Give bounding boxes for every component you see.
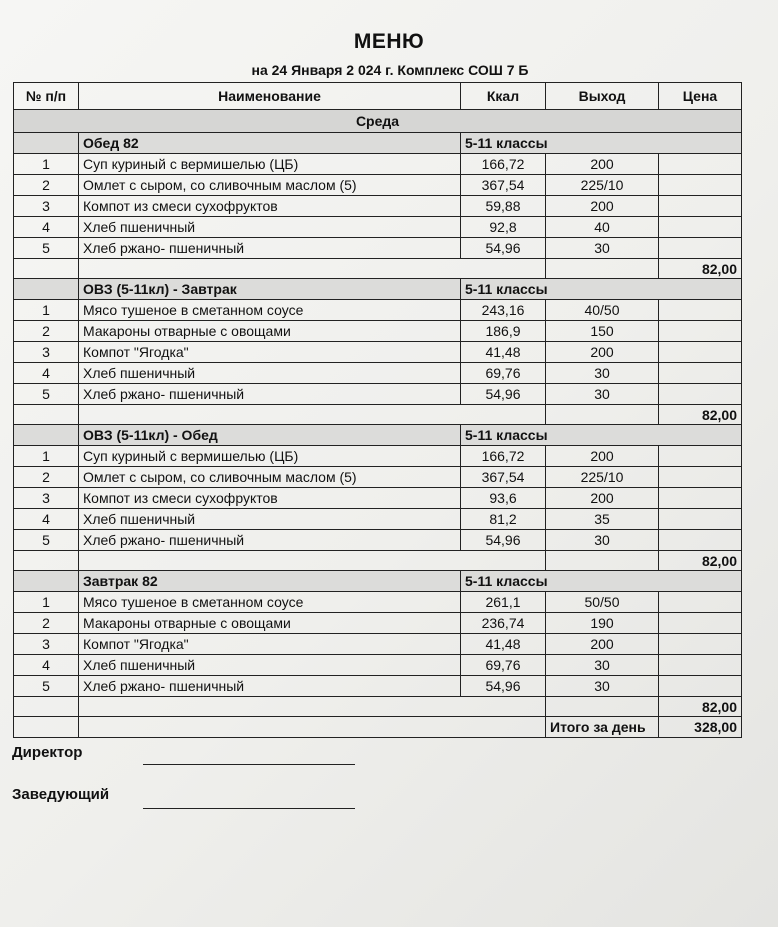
item-number: 2 (14, 613, 79, 634)
table-row (14, 530, 742, 551)
column-header-price: Цена (659, 83, 742, 110)
subtotal-empty-cell (14, 259, 79, 279)
item-output: 30 (546, 363, 659, 384)
item-name: Хлеб пшеничный (79, 217, 461, 238)
item-number: 2 (14, 321, 79, 342)
item-name: Компот из смеси сухофруктов (79, 488, 461, 509)
item-name: Макароны отварные с овощами (79, 321, 461, 342)
item-price (659, 342, 742, 363)
item-price (659, 509, 742, 530)
section-header-row (14, 279, 742, 300)
item-kcal: 59,88 (461, 196, 546, 217)
item-output: 40/50 (546, 300, 659, 321)
item-number: 5 (14, 384, 79, 405)
section-empty-cell (14, 571, 79, 592)
table-row (14, 467, 742, 488)
subtotal-value: 82,00 (659, 697, 742, 717)
item-name: Хлеб пшеничный (79, 509, 461, 530)
item-name: Хлеб ржано- пшеничный (79, 384, 461, 405)
subtotal-value: 82,00 (659, 259, 742, 279)
item-price (659, 613, 742, 634)
day-row (14, 110, 742, 133)
subtotal-empty-cell (79, 697, 546, 717)
item-output: 200 (546, 154, 659, 175)
item-name: Омлет с сыром, со сливочным маслом (5) (79, 175, 461, 196)
item-name: Хлеб пшеничный (79, 363, 461, 384)
item-price (659, 467, 742, 488)
item-kcal: 69,76 (461, 363, 546, 384)
table-row (14, 634, 742, 655)
table-row (14, 446, 742, 467)
table-row (14, 363, 742, 384)
item-number: 5 (14, 238, 79, 259)
table-row (14, 676, 742, 697)
section-name: Завтрак 82 (79, 571, 461, 592)
item-name: Мясо тушеное в сметанном соусе (79, 300, 461, 321)
table-row (14, 613, 742, 634)
subtotal-empty-cell (14, 551, 79, 571)
section-grade: 5-11 классы (461, 425, 742, 446)
item-price (659, 592, 742, 613)
item-output: 30 (546, 655, 659, 676)
section-name: Обед 82 (79, 133, 461, 154)
item-number: 5 (14, 530, 79, 551)
item-number: 5 (14, 676, 79, 697)
item-number: 4 (14, 655, 79, 676)
manager-signature-line (143, 808, 355, 809)
item-number: 3 (14, 342, 79, 363)
table-row (14, 488, 742, 509)
item-name: Хлеб пшеничный (79, 655, 461, 676)
item-output: 225/10 (546, 175, 659, 196)
item-kcal: 54,96 (461, 384, 546, 405)
column-header-number: № п/п (14, 83, 79, 110)
item-number: 2 (14, 467, 79, 488)
item-number: 3 (14, 634, 79, 655)
section-grade: 5-11 классы (461, 571, 742, 592)
subtotal-empty-cell (546, 551, 659, 571)
total-value: 328,00 (659, 717, 742, 738)
subtotal-empty-cell (546, 405, 659, 425)
item-kcal: 261,1 (461, 592, 546, 613)
item-output: 200 (546, 634, 659, 655)
table-row (14, 196, 742, 217)
item-kcal: 367,54 (461, 175, 546, 196)
item-output: 200 (546, 196, 659, 217)
section-header-row (14, 425, 742, 446)
item-number: 1 (14, 446, 79, 467)
column-header-output: Выход (546, 83, 659, 110)
item-output: 200 (546, 342, 659, 363)
table-row (14, 655, 742, 676)
item-number: 1 (14, 154, 79, 175)
item-price (659, 300, 742, 321)
item-kcal: 236,74 (461, 613, 546, 634)
total-row (14, 717, 742, 738)
item-kcal: 92,8 (461, 217, 546, 238)
item-number: 1 (14, 592, 79, 613)
item-kcal: 93,6 (461, 488, 546, 509)
item-name: Суп куриный с вермишелью (ЦБ) (79, 154, 461, 175)
subtotal-empty-cell (14, 405, 79, 425)
table-row (14, 238, 742, 259)
item-output: 30 (546, 238, 659, 259)
item-price (659, 676, 742, 697)
table-row (14, 154, 742, 175)
item-name: Макароны отварные с овощами (79, 613, 461, 634)
item-price (659, 217, 742, 238)
item-price (659, 154, 742, 175)
total-label: Итого за день (546, 717, 659, 738)
table-row (14, 592, 742, 613)
section-header-row (14, 133, 742, 154)
item-price (659, 488, 742, 509)
total-empty-cell (79, 717, 546, 738)
item-price (659, 634, 742, 655)
item-output: 30 (546, 530, 659, 551)
item-price (659, 238, 742, 259)
item-number: 1 (14, 300, 79, 321)
subtotal-row (14, 259, 742, 279)
item-name: Хлеб ржано- пшеничный (79, 676, 461, 697)
subtotal-value: 82,00 (659, 405, 742, 425)
item-kcal: 54,96 (461, 676, 546, 697)
item-name: Компот "Ягодка" (79, 342, 461, 363)
page-title: МЕНЮ (353, 30, 425, 53)
item-price (659, 655, 742, 676)
item-price (659, 384, 742, 405)
item-kcal: 81,2 (461, 509, 546, 530)
subtotal-empty-cell (546, 259, 659, 279)
item-kcal: 41,48 (461, 342, 546, 363)
subtotal-empty-cell (79, 259, 546, 279)
item-kcal: 367,54 (461, 467, 546, 488)
item-name: Компот из смеси сухофруктов (79, 196, 461, 217)
subtotal-empty-cell (79, 551, 546, 571)
item-output: 50/50 (546, 592, 659, 613)
section-name: ОВЗ (5-11кл) - Обед (79, 425, 461, 446)
item-price (659, 530, 742, 551)
day-label: Среда (14, 110, 742, 133)
item-kcal: 41,48 (461, 634, 546, 655)
item-number: 3 (14, 488, 79, 509)
item-output: 200 (546, 488, 659, 509)
section-grade: 5-11 классы (461, 279, 742, 300)
column-header-name: Наименование (79, 83, 461, 110)
director-label: Директор (12, 744, 83, 761)
column-header-kcal: Ккал (461, 83, 546, 110)
manager-label: Заведующий (12, 786, 110, 803)
table-row (14, 175, 742, 196)
item-kcal: 243,16 (461, 300, 546, 321)
item-name: Хлеб ржано- пшеничный (79, 238, 461, 259)
item-number: 4 (14, 217, 79, 238)
total-empty-cell (14, 717, 79, 738)
subtotal-empty-cell (79, 405, 546, 425)
item-output: 200 (546, 446, 659, 467)
item-output: 30 (546, 384, 659, 405)
item-price (659, 446, 742, 467)
table-row (14, 342, 742, 363)
item-kcal: 54,96 (461, 238, 546, 259)
table-row (14, 300, 742, 321)
subtotal-row (14, 697, 742, 717)
subtotal-row (14, 405, 742, 425)
item-name: Омлет с сыром, со сливочным маслом (5) (79, 467, 461, 488)
item-output: 30 (546, 676, 659, 697)
section-header-row (14, 571, 742, 592)
section-name: ОВЗ (5-11кл) - Завтрак (79, 279, 461, 300)
table-header-row (14, 83, 742, 110)
item-kcal: 166,72 (461, 446, 546, 467)
item-output: 150 (546, 321, 659, 342)
table-row (14, 321, 742, 342)
subtotal-empty-cell (546, 697, 659, 717)
subtotal-value: 82,00 (659, 551, 742, 571)
item-number: 4 (14, 509, 79, 530)
section-empty-cell (14, 133, 79, 154)
item-price (659, 196, 742, 217)
section-empty-cell (14, 279, 79, 300)
item-output: 40 (546, 217, 659, 238)
item-price (659, 363, 742, 384)
item-price (659, 321, 742, 342)
item-kcal: 69,76 (461, 655, 546, 676)
director-signature-line (143, 764, 355, 765)
item-output: 35 (546, 509, 659, 530)
item-number: 2 (14, 175, 79, 196)
item-number: 3 (14, 196, 79, 217)
item-kcal: 54,96 (461, 530, 546, 551)
item-name: Компот "Ягодка" (79, 634, 461, 655)
table-row (14, 384, 742, 405)
item-name: Мясо тушеное в сметанном соусе (79, 592, 461, 613)
table-row (14, 217, 742, 238)
item-kcal: 166,72 (461, 154, 546, 175)
item-price (659, 175, 742, 196)
item-output: 190 (546, 613, 659, 634)
item-output: 225/10 (546, 467, 659, 488)
item-name: Суп куриный с вермишелью (ЦБ) (79, 446, 461, 467)
page-subtitle: на 24 Января 2 024 г. Комплекс СОШ 7 Б (251, 62, 529, 78)
section-grade: 5-11 классы (461, 133, 742, 154)
section-empty-cell (14, 425, 79, 446)
subtotal-empty-cell (14, 697, 79, 717)
subtotal-row (14, 551, 742, 571)
item-name: Хлеб ржано- пшеничный (79, 530, 461, 551)
item-kcal: 186,9 (461, 321, 546, 342)
item-number: 4 (14, 363, 79, 384)
table-row (14, 509, 742, 530)
menu-table (13, 82, 742, 738)
